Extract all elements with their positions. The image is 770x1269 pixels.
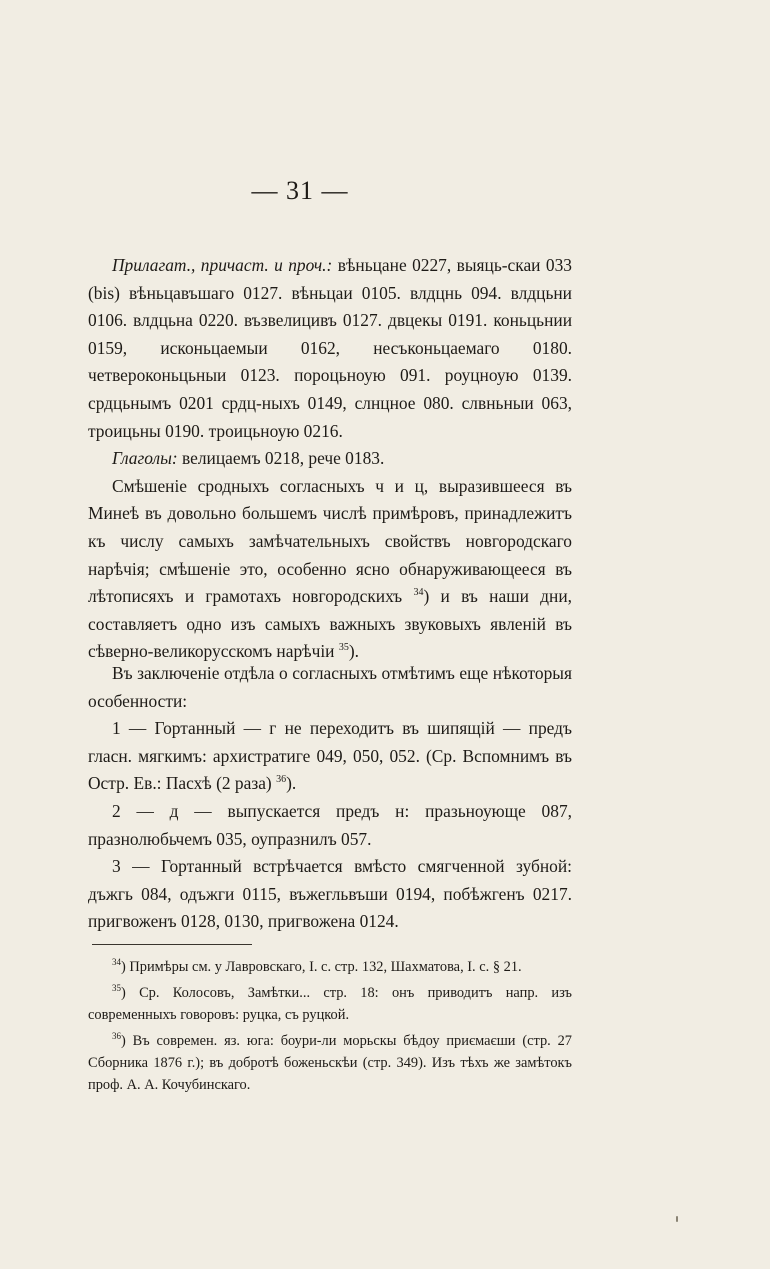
paragraph-lead: Глаголы: xyxy=(112,448,178,469)
footnote xyxy=(88,1030,572,1096)
footnote-text: ) Примѣры см. у Лавровскаго, I. с. стр. 132, Шахматова, I. с. § 21. xyxy=(121,959,522,975)
paragraph-consonant-mixing xyxy=(88,473,572,666)
paragraph-conclusion: Въ заключеніе отдѣла о согласныхъ отмѣтимъ еще нѣкоторыя особенности: xyxy=(88,663,572,711)
footnote-mark: 35 xyxy=(112,983,121,994)
paragraph-text: ). xyxy=(348,641,359,662)
list-item: 2 — д — выпускается предъ н: празьноующе 087, празнолюбьчемъ 035, оупразнилъ 057. xyxy=(88,800,572,849)
paragraph-text: ) и въ наши дни, составляетъ одно изъ самыхъ важныхъ звуковыхъ явленій въ сѣверно-великорусскомъ нарѣчіи xyxy=(88,586,572,662)
list-item xyxy=(88,715,572,798)
footnote-mark: 34 xyxy=(112,957,121,968)
footnotes xyxy=(88,956,572,1100)
main-text-lower xyxy=(88,660,572,936)
footnote-text: ) Ср. Колосовъ, Замѣтки... стр. 18: онъ приводитъ напр. изъ современныхъ говоровъ: руцка, съ руцкой. xyxy=(88,985,572,1023)
page-number: — 31 — xyxy=(251,176,349,205)
footnote-mark: 36 xyxy=(112,1031,121,1042)
paragraph-text: вѣньцане 0227, выяць-скаи 033 (bis) вѣньцавъшаго 0127. вѣньцаи 0105. влдцнь 094. влдцьни 0106. влдцьна 0220. възвелицивъ 0127. двцекы 0191. коньцьнии 0159, исконьцаемыи 0162, несъконьцаемаго 0180. четвероконьцьныи 0123. пороцьноую 091. роуцноую 0139. срдцьнымъ 0201 срдц-ныхъ 0149, слнцное 080. слвньныи 063, троицьны 0190. троицьноую 0216. xyxy=(88,255,572,441)
footnote xyxy=(88,956,572,978)
list-item-text: 1 — Гортанный — г не переходитъ въ шипящій — предъ гласн. мягкимъ: архистратиге 049, 050, 052. (Ср. Вспомнимъ въ Остр. Ев.: Пасхѣ (2 раза) xyxy=(88,718,572,794)
list-item: 3 — Гортанный встрѣчается вмѣсто смягченной зубной: дъжгь 084, одъжги 0115, въжегльвъши 0194, побѣжгенъ 0217. пригвоженъ 0128, 0130, пригвожена 0124. xyxy=(88,856,572,932)
paragraph-adjectives xyxy=(88,252,572,445)
footnote-ref: 34 xyxy=(413,587,424,599)
footnote-ref: 36 xyxy=(276,774,287,786)
footnote-divider xyxy=(92,944,252,945)
footnote-text: ) Въ современ. яз. юга: боури-ли морьскы бѣдоу приємаєши (стр. 27 Сборника 1876 г.); въ добротѣ боженьскѣи (стр. 349). Изъ тѣхъ же замѣтокъ проф. А. А. Кочубинскаго. xyxy=(88,1033,572,1093)
paper-speck xyxy=(676,1216,678,1222)
paragraph-text: Смѣшеніе сродныхъ согласныхъ ч и ц, выразившееся въ Минеѣ въ довольно большемъ числѣ примѣровъ, принадлежитъ къ числу самыхъ замѣчательныхъ свойствъ новгородскаго нарѣчія; смѣшеніе это, особенно ясно обнаруживающееся въ лѣтописяхъ и грамотахъ новгородскихъ xyxy=(88,475,572,607)
paragraph-text: велицаемъ 0218, рече 0183. xyxy=(177,448,385,469)
footnote xyxy=(88,982,572,1026)
list-item-text: ). xyxy=(286,773,297,794)
footnote-ref: 35 xyxy=(338,642,349,654)
paragraph-verbs xyxy=(88,445,572,473)
main-text-upper xyxy=(88,252,572,666)
paragraph-lead: Прилагат., причаст. и проч.: xyxy=(112,255,333,275)
